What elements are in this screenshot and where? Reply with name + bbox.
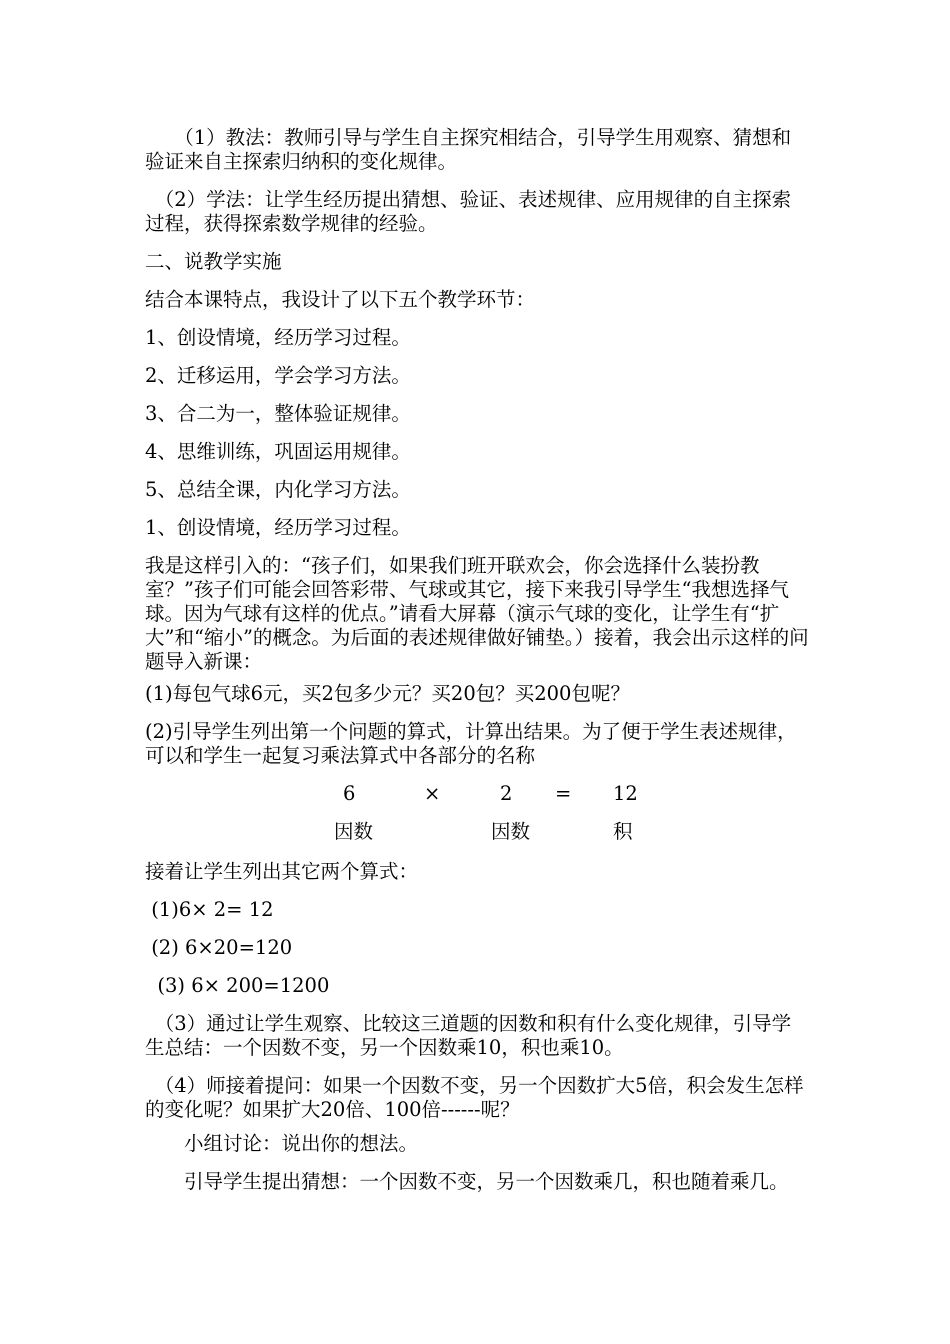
subheading-step-1: 1、创设情境，经历学习过程。	[145, 516, 411, 539]
question-1: (1)每包气球6元，买2包多少元？买20包？买200包呢？	[145, 682, 630, 705]
multiplication-formula	[0, 782, 950, 808]
paragraph-five-steps-intro: 结合本课特点，我设计了以下五个教学环节：	[145, 288, 536, 311]
list-item-step-1: 1、创设情境，经历学习过程。	[145, 326, 411, 349]
formula-equals-sign: =	[555, 782, 572, 805]
equation-2: (2) 6×20=120	[151, 936, 293, 959]
equation-3: (3) 6× 200=1200	[157, 974, 330, 997]
formula-times-sign: ×	[424, 782, 441, 805]
formula-factor2: 2	[500, 782, 513, 805]
paragraph-teacher-question: （4）师接着提问：如果一个因数不变，另一个因数扩大5倍，积会发生怎样的变化呢？如果扩大20倍、100倍------呢？	[145, 1074, 804, 1121]
label-factor1: 因数	[334, 820, 374, 843]
list-item-step-2: 2、迁移运用，学会学习方法。	[145, 364, 411, 387]
section-heading-implementation: 二、说教学实施	[145, 250, 282, 273]
formula-part-names	[0, 820, 950, 846]
formula-factor1: 6	[343, 782, 356, 805]
list-item-step-3: 3、合二为一，整体验证规律。	[145, 402, 411, 425]
label-product: 积	[613, 820, 633, 843]
list-item-step-4: 4、思维训练，巩固运用规律。	[145, 440, 411, 463]
paragraph-learning-method: （2）学法：让学生经历提出猜想、验证、表述规律、应用规律的自主探索过程，获得探索数学规律的经验。	[145, 188, 792, 235]
paragraph-group-discussion: 小组讨论：说出你的想法。	[184, 1132, 419, 1155]
paragraph-observe-compare: （3）通过让学生观察、比较这三道题的因数和积有什么变化规律，引导学生总结：一个因数不变，另一个因数乘10，积也乘10。	[145, 1012, 792, 1059]
paragraph-introduction: 我是这样引入的：“孩子们，如果我们班开联欢会，你会选择什么装扮教室？”孩子们可能会回答彩带、气球或其它，接下来我引导学生“我想选择气球。因为气球有这样的优点。”请看大屏幕（演示气球的变化，让学生有“扩大”和“缩小”的概念。为后面的表述规律做好铺垫。）接着，我会出示这样的问题导入新课：	[145, 554, 809, 673]
equation-1: (1)6× 2= 12	[151, 898, 274, 921]
question-2: (2)引导学生列出第一个问题的算式，计算出结果。为了便于学生表述规律，可以和学生一起复习乘法算式中各部分的名称	[145, 720, 797, 767]
paragraph-other-formulas: 接着让学生列出其它两个算式：	[145, 860, 419, 883]
formula-product: 12	[613, 782, 638, 805]
list-item-step-5: 5、总结全课，内化学习方法。	[145, 478, 411, 501]
label-factor2: 因数	[491, 820, 531, 843]
paragraph-teaching-method: （1）教法：教师引导与学生自主探究相结合，引导学生用观察、猜想和验证来自主探索归纳积的变化规律。	[145, 126, 792, 173]
paragraph-conjecture: 引导学生提出猜想：一个因数不变，另一个因数乘几，积也随着乘几。	[184, 1170, 789, 1193]
